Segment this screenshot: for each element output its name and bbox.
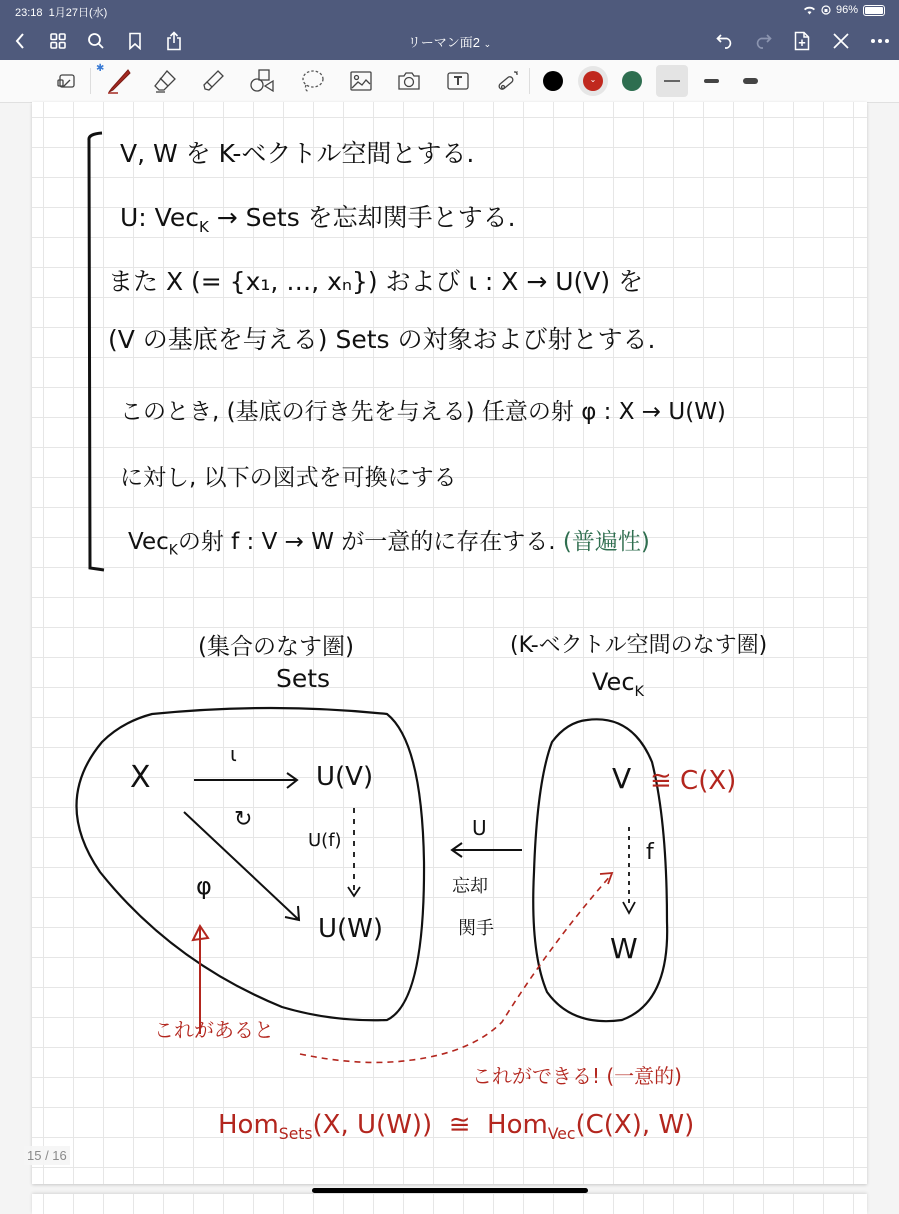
eraser-icon[interactable] xyxy=(151,67,179,95)
note-line-1: V, W を K-ベクトル空間とする. xyxy=(120,139,475,168)
note-line-3: また X (= {x₁, …, xₙ}) および ι : X → U(V) を xyxy=(108,267,644,296)
battery-icon xyxy=(863,5,885,16)
bluetooth-icon: ✱ xyxy=(96,63,105,74)
image-icon[interactable] xyxy=(347,67,375,95)
status-right xyxy=(803,4,885,16)
stroke-thick[interactable] xyxy=(743,78,758,84)
read-mode-icon[interactable] xyxy=(52,67,80,95)
lasso-icon[interactable] xyxy=(298,67,326,95)
page-indicator: 15 / 16 xyxy=(24,1146,70,1165)
note-line-2: U: Vec$_K$ → Sets を忘却関手とする. xyxy=(120,203,516,236)
iso-CX: ≅ C(X) xyxy=(650,766,737,796)
node-X: X xyxy=(130,760,151,795)
battery-percent: 96% xyxy=(835,4,858,16)
annotation-left: これがあると xyxy=(154,1018,274,1042)
home-indicator[interactable] xyxy=(312,1188,588,1193)
camera-icon[interactable] xyxy=(395,67,423,95)
sets-label: Sets xyxy=(276,664,331,693)
vec-caption: (K-ベクトル空間のなす圏) xyxy=(510,633,768,658)
node-V: V xyxy=(612,762,632,795)
status-bar xyxy=(0,0,899,22)
label-functor-U: U xyxy=(472,816,487,840)
color-green[interactable] xyxy=(622,71,642,91)
laser-pointer-icon[interactable] xyxy=(494,67,522,95)
chevron-down-icon: ⌄ xyxy=(483,39,492,49)
orientation-lock-icon xyxy=(821,5,831,15)
redo-icon[interactable] xyxy=(751,29,775,53)
shapes-icon[interactable] xyxy=(248,67,276,95)
status-time: 23:18 1月27日(水) xyxy=(15,7,108,19)
vec-label: Vec$_K$ xyxy=(592,668,644,700)
highlighter-icon[interactable] xyxy=(199,67,227,95)
label-forgetful-1: 忘却 xyxy=(452,876,488,897)
add-page-icon[interactable] xyxy=(790,29,814,53)
more-icon[interactable] xyxy=(868,29,892,53)
label-Uf: U(f) xyxy=(308,830,342,851)
label-forgetful-2: 関手 xyxy=(458,918,494,939)
document-title[interactable]: リーマン面2 ⌄ xyxy=(407,35,492,50)
color-red[interactable]: ⌄ xyxy=(583,71,603,91)
node-W: W xyxy=(610,932,638,965)
text-icon[interactable] xyxy=(444,67,472,95)
note-line-6: に対し, 以下の図式を可換にする xyxy=(120,465,457,491)
pen-icon[interactable] xyxy=(104,67,132,95)
node-UW: U(W) xyxy=(318,914,384,944)
nav-bar xyxy=(0,22,899,60)
stroke-medium[interactable] xyxy=(704,79,719,83)
note-line-5: このとき, (基底の行き先を与える) 任意の射 φ : X → U(W) xyxy=(120,399,726,425)
next-page-preview[interactable] xyxy=(32,1194,867,1214)
label-f: f xyxy=(646,840,654,865)
annotation-right: これができる! (一意的) xyxy=(472,1064,682,1088)
note-line-4: (V の基底を与える) Sets の対象および射とする. xyxy=(108,325,656,354)
hom-isomorphism: Hom$_{Sets}$(X, U(W)) ≅ Hom$_{Vec}$(C(X), W) xyxy=(218,1110,695,1144)
sets-caption: (集合のなす圏) xyxy=(198,634,354,660)
wifi-icon xyxy=(803,5,816,15)
toolbar-divider xyxy=(90,68,91,94)
toolbar-divider xyxy=(529,68,530,94)
undo-icon[interactable] xyxy=(713,29,737,53)
label-iota: ι xyxy=(230,742,237,766)
universality-label: (普遍性) xyxy=(562,529,650,555)
node-UV: U(V) xyxy=(316,762,374,792)
close-pen-icon[interactable] xyxy=(829,29,853,53)
label-phi: φ xyxy=(196,872,212,900)
note-line-7: Vec$_K$の射 f : V → W が一意的に存在する. (普遍性) xyxy=(128,529,650,559)
notebook-page[interactable] xyxy=(32,102,867,1184)
commute-symbol: ↻ xyxy=(234,807,253,832)
stroke-thin[interactable] xyxy=(656,65,688,97)
color-black[interactable] xyxy=(543,71,563,91)
drawing-toolbar xyxy=(0,60,899,103)
